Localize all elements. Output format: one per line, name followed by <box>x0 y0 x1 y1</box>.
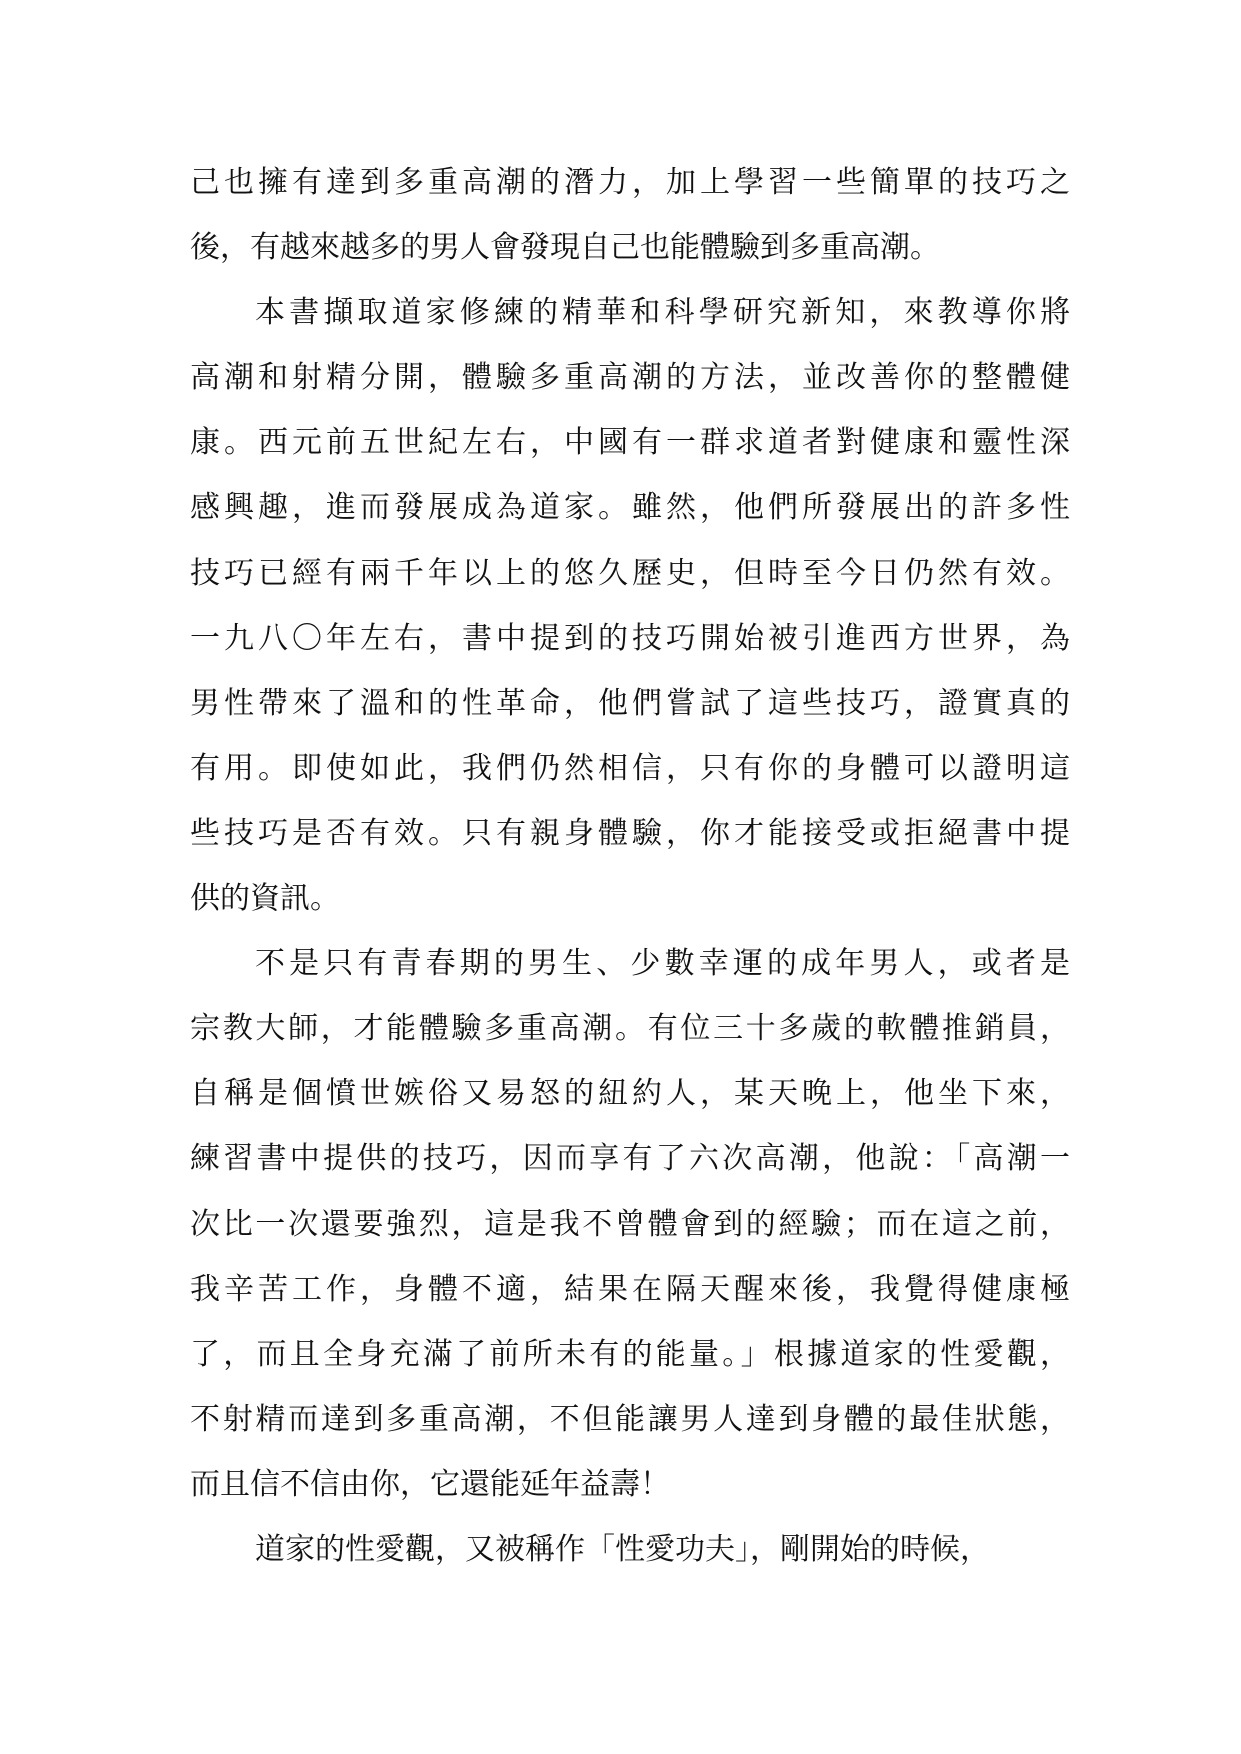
text-line: 供的資訊。 <box>190 881 340 917</box>
body-text <box>190 150 1070 1582</box>
text-line: 己也擁有達到多重高潮的潛力，加上學習一些簡單的技巧之 <box>190 165 1070 200</box>
text-line: 康。西元前五世紀左右，中國有一群求道者對健康和靈性深 <box>190 425 1070 461</box>
paragraph-first-line: 不是只有青春期的男生、少數幸運的成年男人，或者是 <box>255 946 1070 982</box>
text-line: 而且信不信由你，它還能延年益壽！ <box>190 1466 670 1502</box>
text-line: 有用。即使如此，我們仍然相信，只有你的身體可以證明這 <box>190 750 1070 786</box>
text-line: 男性帶來了溫和的性革命，他們嘗試了這些技巧，證實真的 <box>190 685 1070 721</box>
text-line: 感興趣，進而發展成為道家。雖然，他們所發展出的許多性 <box>190 490 1070 526</box>
text-line: 後，有越來越多的男人會發現自己也能體驗到多重高潮。 <box>190 230 940 266</box>
text-line: 一九八〇年左右，書中提到的技巧開始被引進西方世界，為 <box>190 620 1070 656</box>
text-line: 次比一次還要強烈，這是我不曾體會到的經驗；而在這之前， <box>190 1206 1070 1242</box>
paragraph-first-line: 道家的性愛觀，又被稱作「性愛功夫」，剛開始的時候， <box>255 1531 990 1567</box>
text-line: 自稱是個憤世嫉俗又易怒的紐約人，某天晚上，他坐下來， <box>190 1076 1070 1112</box>
text-line: 了，而且全身充滿了前所未有的能量。」根據道家的性愛觀， <box>190 1336 1070 1372</box>
paragraph-first-line: 本書擷取道家修練的精華和科學研究新知，來教導你將 <box>255 295 1070 331</box>
text-line: 不射精而達到多重高潮，不但能讓男人達到身體的最佳狀態， <box>190 1401 1070 1437</box>
text-line: 我辛苦工作，身體不適，結果在隔天醒來後，我覺得健康極 <box>190 1271 1070 1307</box>
text-line: 些技巧是否有效。只有親身體驗，你才能接受或拒絕書中提 <box>190 815 1070 851</box>
text-line: 宗教大師，才能體驗多重高潮。有位三十多歲的軟體推銷員， <box>190 1011 1070 1047</box>
text-line: 練習書中提供的技巧，因而享有了六次高潮，他說：「高潮一 <box>190 1141 1070 1177</box>
text-line: 高潮和射精分開，體驗多重高潮的方法，並改善你的整體健 <box>190 360 1070 396</box>
text-line: 技巧已經有兩千年以上的悠久歷史，但時至今日仍然有效。 <box>190 555 1070 591</box>
